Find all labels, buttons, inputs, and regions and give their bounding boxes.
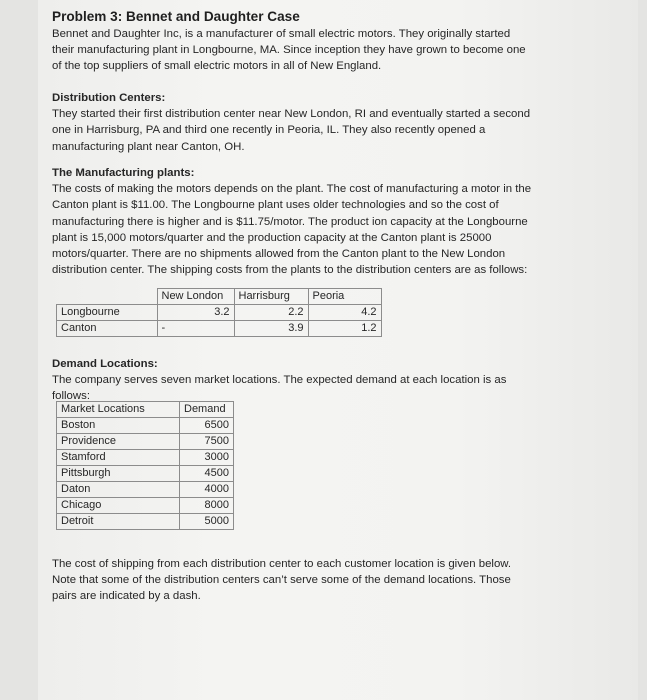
- table-row: [57, 450, 234, 466]
- intro-line: of the top suppliers of small electric motors in all of New England.: [52, 60, 382, 73]
- problem-title: Problem 3: Bennet and Daughter Case: [52, 9, 300, 24]
- intro-line: their manufacturing plant in Longbourne, MA. Since inception they have grown to become one: [52, 44, 526, 57]
- demand-value: 6500: [180, 418, 234, 434]
- demand-value: 4500: [180, 466, 234, 482]
- table-row: [57, 482, 234, 498]
- table-row: [57, 514, 234, 530]
- column-header: Market Locations: [57, 402, 180, 418]
- location-name: Boston: [57, 418, 180, 434]
- plant-name: Canton: [57, 321, 158, 337]
- demand-line: The company serves seven market locations. The expected demand at each location is as: [52, 374, 507, 387]
- manufacturing-line: Canton plant is $11.00. The Longbourne plant uses older technologies and so the cost of: [52, 199, 499, 212]
- distribution-section: [52, 90, 552, 155]
- closing-line: Note that some of the distribution centers can’t serve some of the demand locations. Those: [52, 574, 511, 587]
- demand-value: 3000: [180, 450, 234, 466]
- intro-line: Bennet and Daughter Inc, is a manufacturer of small electric motors. They originally started: [52, 28, 511, 40]
- table-row: [57, 434, 234, 450]
- manufacturing-line: plant is 15,000 motors/quarter and the production capacity at the Canton plant is 25000: [52, 231, 492, 244]
- column-header: Peoria: [308, 289, 381, 305]
- distribution-line: They started their first distribution center near New London, RI and eventually started a second: [52, 108, 531, 121]
- manufacturing-line: motors/quarter. There are no shipments allowed from the Canton plant to the New London: [52, 248, 506, 261]
- manufacturing-line: The costs of making the motors depends on the plant. The cost of manufacturing a motor in the: [52, 183, 532, 196]
- manufacturing-line: distribution center. The shipping costs from the plants to the distribution centers are as follows:: [52, 264, 528, 277]
- manufacturing-section: [52, 165, 552, 278]
- demand-value: 4000: [180, 482, 234, 498]
- location-name: Chicago: [57, 498, 180, 514]
- corner-cell: [57, 289, 158, 305]
- table-row: [57, 305, 382, 321]
- location-name: Providence: [57, 434, 180, 450]
- closing-paragraph: [52, 556, 552, 605]
- distribution-line: manufacturing plant near Canton, OH.: [52, 140, 245, 153]
- demand-value: 7500: [180, 434, 234, 450]
- column-header: Harrisburg: [234, 289, 308, 305]
- cost-cell: -: [157, 321, 234, 337]
- demand-value: 8000: [180, 498, 234, 514]
- distribution-line: one in Harrisburg, PA and third one recently in Peoria, IL. They also recently opened a: [52, 124, 486, 137]
- manufacturing-line: manufacturing there is higher and is $11.75/motor. The product ion capacity at the Longbourne: [52, 215, 528, 228]
- location-name: Stamford: [57, 450, 180, 466]
- manufacturing-heading: The Manufacturing plants:: [52, 167, 195, 179]
- demand-heading: Demand Locations:: [52, 358, 158, 370]
- location-name: Daton: [57, 482, 180, 498]
- column-header: Demand: [180, 402, 234, 418]
- table-header-row: [57, 402, 234, 418]
- plant-name: Longbourne: [57, 305, 158, 321]
- cost-cell: 4.2: [308, 305, 381, 321]
- closing-line: pairs are indicated by a dash.: [52, 590, 201, 603]
- location-name: Pittsburgh: [57, 466, 180, 482]
- demand-table: [56, 401, 234, 530]
- closing-line: The cost of shipping from each distribution center to each customer location is given below.: [52, 558, 512, 570]
- table-row: [57, 498, 234, 514]
- location-name: Detroit: [57, 514, 180, 530]
- table-row: [57, 321, 382, 337]
- cost-cell: 3.9: [234, 321, 308, 337]
- cost-cell: 1.2: [308, 321, 381, 337]
- cost-cell: 2.2: [234, 305, 308, 321]
- column-header: New London: [157, 289, 234, 305]
- table-header-row: [57, 289, 382, 305]
- demand-value: 5000: [180, 514, 234, 530]
- demand-section: [52, 356, 552, 405]
- shipping-cost-table: [56, 288, 382, 337]
- cost-cell: 3.2: [157, 305, 234, 321]
- table-row: [57, 466, 234, 482]
- table-row: [57, 418, 234, 434]
- intro-paragraph: [52, 26, 552, 75]
- distribution-heading: Distribution Centers:: [52, 92, 166, 104]
- demand-line: follows:: [52, 390, 90, 403]
